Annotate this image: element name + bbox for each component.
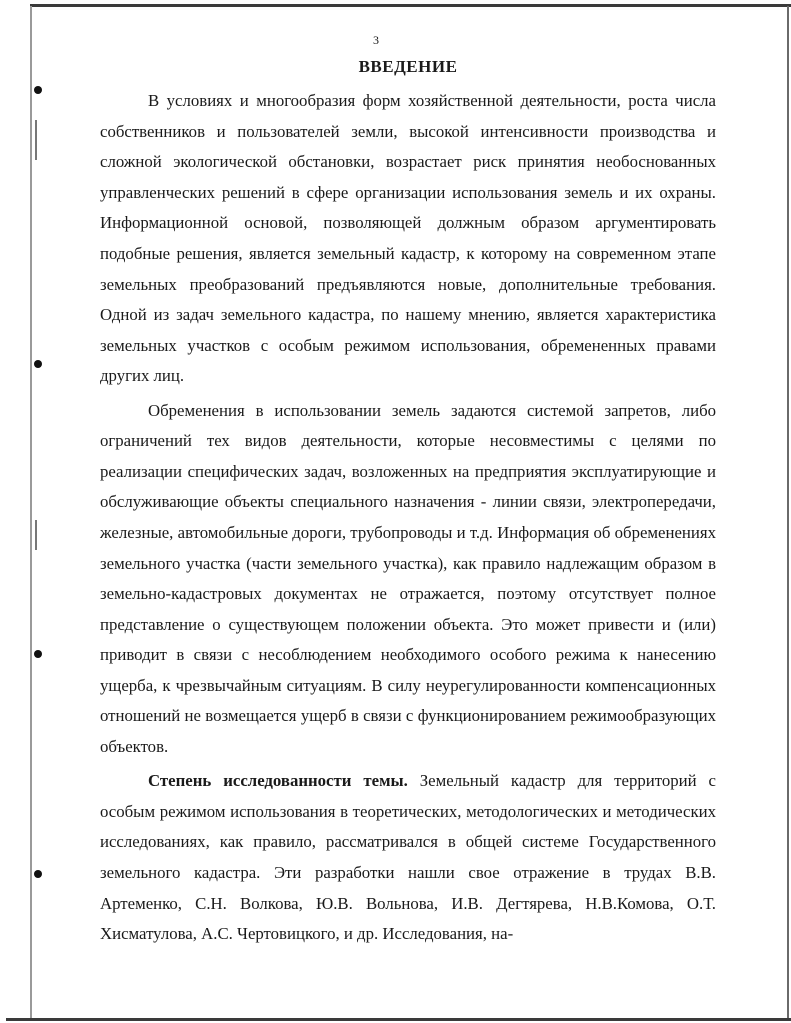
paragraph: Обременения в использовании земель задаются системой запретов, либо ограничений тех видов деятельности, которые несовместимы с целями по реализации специфических задач, возложенных на предприятия эксплуатирующие и обслуживающие объекты специального назначения - линии связи, электропередачи, железные, автомобильные дороги, трубопроводы и т.д. Информация об обременениях земельного участка (части земельного участка), как правило надлежащим образом в земельно-кадастровых документах не отражается, поэтому отсутствует полное представление о существующем положении объекта. Это может привести и (или) приводит в связи с несоблюдением необходимого особого режима к нанесению ущерба, к чрезвычайным ситуациям. В силу неурегулированности компенсационных отношений не возмещается ущерб в связи с функционированием режимообразующих объектов. (100, 400, 716, 757)
scan-border-right (787, 6, 789, 1018)
scan-mark (35, 520, 37, 550)
scan-mark (35, 120, 37, 160)
punch-hole (34, 650, 42, 658)
scan-border-left (30, 6, 32, 1018)
punch-hole (34, 86, 42, 94)
scan-border-bottom (6, 1018, 791, 1021)
page-title: ВВЕДЕНИЕ (358, 57, 458, 76)
punch-hole (34, 360, 42, 368)
paragraph (100, 766, 716, 950)
page-number: 3 (373, 33, 379, 47)
section-lead-heading: Степень исследованности темы. (148, 771, 408, 791)
scan-border-top (30, 4, 791, 7)
punch-hole (34, 870, 42, 878)
paragraph-text: Земельный кадастр для территорий с особым режимом использования в теоретических, методологических и методических исследованиях, как правило, рассматривался в общей системе Государственного земельного кадастра. Эти разработки нашли свое отражение в трудах В.В. Артеменко, С.Н. Волкова, Ю.В. Вольнова, И.В. Дегтярева, Н.В.Комова, О.Т. Хисматулова, А.С. Чертовицкого, и др. Исследования, на- (100, 771, 716, 944)
document-body (100, 86, 716, 950)
paragraph: В условиях и многообразия форм хозяйственной деятельности, роста числа собственников и пользователей земли, высокой интенсивности производства и сложной экологической обстановки, возрастает риск принятия необоснованных управленческих решений в сфере организации использования земель и их охраны. Информационной основой, позволяющей должным образом аргументировать подобные решения, является земельный кадастр, к которому на современном этапе земельных преобразований предъявляются новые, дополнительные требования. Одной из задач земельного кадастра, по нашему мнению, является характеристика земельных участков с особым режимом использования, обремененных правами других лиц. (100, 91, 716, 386)
